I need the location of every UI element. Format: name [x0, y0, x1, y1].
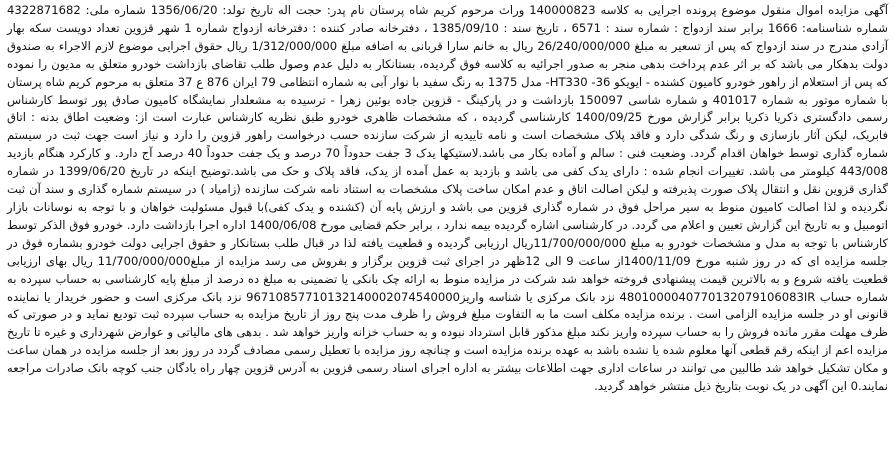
notice-body-text: آگهی مزایده اموال منقول موضوع پرونده اجرایی به کلاسه 140000823 وراث مرحوم کریم شاه پرستان نام پدر: حجت اله تاریخ تولد: 1356/06/20 شماره ملی: 4322871682 شماره شناسنامه: 1666 برابر سند ازدواج : شماره سند : 6571 ، تاریخ سند : 1385/09/10 ، دفترخانه صادر کننده : دفترخانه ازدواج شماره 1 شهر قزوین تعداد دویست سکه بهار آزادی مندرج در سند ازدواج که پس از تسعیر به مبلغ 26/240/000/000 ریال به خانم سارا قربانی به اضافه مبلغ 1/312/000/000 ریال حقوق اجرایی موضوع لازم الاجراء به صندوق دولت بدهکار می باشد که بر اثر عدم پرداخت بدهی منجر به صدور اجرائیه به کلاسه فوق گردیده، بستانکار به دلیل عدم وصول طلب تقاضای بازداشت خودرو متعلق به مدیون را نموده که پس از استعلام از راهور خودرو کامیون کشنده - ایویکو HT330 -36- مدل 1375 به رنگ سفید با نوار آبی به شماره انتظامی 79 ایران 876 ع 37 متعلق به مرحوم کریم شاه پرستان با شماره موتور به شماره 401017 و شماره شاسی 150097 بازداشت و در پارکینگ - قزوین جاده بوئین زهرا - ترسیده به مشعلدار نمایشگاه کامیون صادق پور توسط کارشناس رسمی دادگستری ذکریا ذکریا برابر گزارش مورخ 1400/09/25 کارشناسی گردیده ، که مشخصات ظاهری خودرو طبق نظریه کارشناس عبارت است از: وضعیت اطاق بدنه : اتاق فابریک، لیکن آثار بازسازی و رنگ شدگی دارد و فاقد پلاک مشخصات است و نامه تاییدیه از شرکت سازنده حسب درخواست راهور قزوین را دارد و نیاز است جهت ثبت در سیستم شماره گذاری توسط خواهان اقدام گردد. وضعیت فنی : سالم و آماده بکار می باشد.لاستیکها یدک 3 جفت حدوداً 70 درصد و یک جفت حدوداً 40 درصد آج دارد. و کارکرد هنگام بازدید 443/008 کیلومتر می باشد. تغییرات انجام شده : دارای یدک کفی می باشد و بازدید به عمل آمده از یدک، فاقد پلاک و حک می باشد.توضیح اینکه در تاریخ 1399/06/20 در شماره گذاری قزوین نقل و انتقال پلاک صورت پذیرفته و لیکن اصالت اتاق و عدم امکان ساخت پلاک مشخصات به استناد نامه شرکت سازنده (زامیاد ) در سیستم شماره گذاری و سند آن ثبت نگردیده و لذا اصالت کامیون منوط به سیر مراحل فوق در شماره گذاری قزوین می باشد و ارزش پایه آن (کشنده و یدک کفی)با قبول مسئولیت خواهان و با توجه به نوسانات بازار اتومبیل و به تاریخ این گزارش تعیین و اعلام می گردد. در کارشناسی اشاره گردیده بیمه ندارد ، برابر حکم قضایی مورخ 1400/06/08 اداره اجرا بازداشت دارد. خودرو فوق الذکر توسط کارشناس با توجه به مدل و مشخصات خودرو به مبلغ 11/700/000/000ریال ارزیابی گردیده و قطعیت یافته لذا در قبال طلب بستانکار و حقوق اجرایی دولت خودرو بشماره فوق در جلسه مزایده ای که در روز شنبه مورخ 1400/11/09از ساعت 9 الی 12ظهر در اجرای ثبت قزوین برگزار و بفروش می رسد مزایده از مبلغ11/700/000/000 ریال بهای ارزیابی قطعیت یافته شروع و به بالاترین قیمت پیشنهادی فروخته خواهد شد شرکت در مزایده منوط به ارائه چک بانکی یا تضمینی به مبلغ ده درصد از مبلغ پایه کارشناسی به حساب سپرده به شماره حساب 4801000040770132079106083IR نزد بانک مرکزی یا شناسه واریز96710857710132140002074540000 نزد بانک مرکزی است و حضور خریدار یا نماینده قانونی او در جلسه مزایده الزامی است . برنده مزایده مکلف است ما به التفاوت مبلغ فروش را ظرف مدت پنج روز از تاریخ مزایده به حساب سپرده ثبت تودیع نماید و در صورتی که ظرف مهلت مقرر مانده فروش را به حساب سپرده واریز نکند مبلغ مذکور قابل استرداد نبوده و به حساب خزانه واریز خواهد شد . بدهی های مالیاتی و عوارض شهرداری و غیره تا تاریخ مزایده اعم از اینکه رقم قطعی آنها معلوم شده یا نشده باشد به عهده برنده مزایده است و چنانچه روز مزایده با تعطیل رسمی مصادف گردد در روز بعد از جلسه مزایده در همان ساعت و مکان تشکیل خواهد شد طالبین می توانند در ساعات اداری جهت اطلاعات بیشتر به اداره اجرای اسناد رسمی قزوین به آدرس قزوین چهار راه یادگان جنب کوچه بانک صادرات مراجعه نمایند.0 این آگهی در یک نوبت بتاریخ ذیل منتشر خواهد گردید.	[7, 3, 889, 394]
